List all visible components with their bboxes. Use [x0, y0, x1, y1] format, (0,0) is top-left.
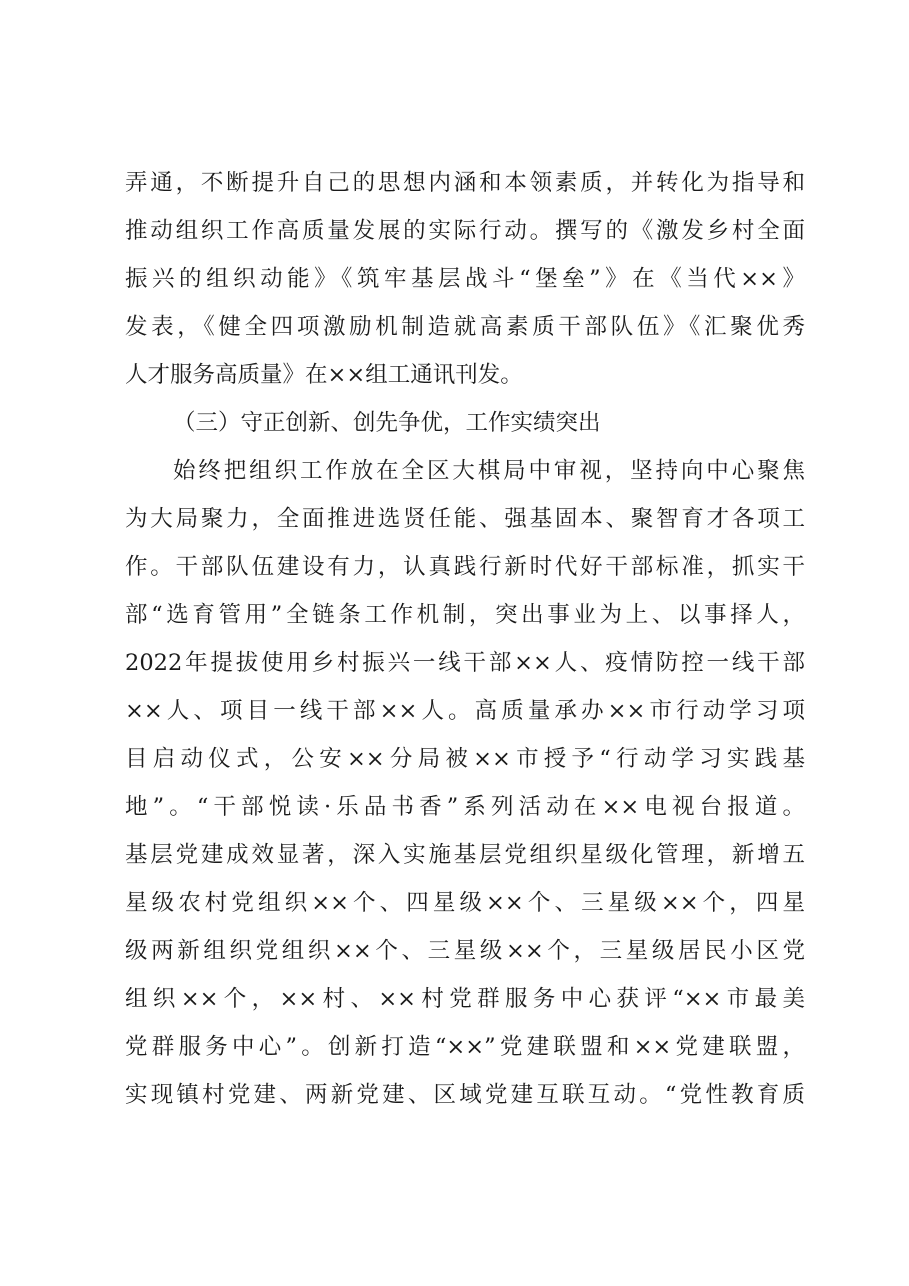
body-text-line: 基层党建成效显著，深入实施基层党组织星级化管理，新增五	[125, 842, 805, 868]
section-heading: （三）守正创新、创先争优，工作实绩突出	[173, 410, 601, 436]
body-text-line: 人才服务高质量》在××组工通讯刊发。	[125, 362, 523, 388]
body-text-line: 星级农村党组织××个、四星级××个、三星级××个，四星	[125, 890, 805, 916]
body-text-line: 为大局聚力，全面推进选贤任能、强基固本、聚智育才各项工	[125, 506, 805, 532]
body-text-line: 推动组织工作高质量发展的实际行动。撰写的《激发乡村全面	[125, 218, 805, 244]
body-text-line: 弄通，不断提升自己的思想内涵和本领素质，并转化为指导和	[125, 170, 805, 196]
body-text-line: 实现镇村党建、两新党建、区域党建互联互动。“党性教育质	[125, 1082, 805, 1108]
body-text-line: 振兴的组织动能》《筑牢基层战斗“堡垒”》在《当代××》	[125, 266, 805, 292]
body-text-line: 部“选育管用”全链条工作机制，突出事业为上、以事择人，	[125, 602, 805, 628]
body-text-line: 地”。“干部悦读·乐品书香”系列活动在××电视台报道。	[125, 794, 805, 820]
body-text-line: 2022年提拔使用乡村振兴一线干部××人、疫情防控一线干部	[125, 650, 805, 676]
body-text-line: 发表，《健全四项激励机制造就高素质干部队伍》《汇聚优秀	[125, 314, 805, 340]
body-text-line: 级两新组织党组织××个、三星级××个，三星级居民小区党	[125, 938, 805, 964]
body-text-line: 党群服务中心”。创新打造“××”党建联盟和××党建联盟，	[125, 1034, 805, 1060]
body-text-line: 目启动仪式，公安××分局被××市授予“行动学习实践基	[125, 746, 805, 772]
body-text-line: 始终把组织工作放在全区大棋局中审视，坚持向中心聚焦	[173, 458, 805, 484]
body-text-line: 组织××个，××村、××村党群服务中心获评“××市最美	[125, 986, 805, 1012]
body-text-line: ××人、项目一线干部××人。高质量承办××市行动学习项	[125, 698, 805, 724]
body-text-line: 作。干部队伍建设有力，认真践行新时代好干部标准，抓实干	[125, 554, 805, 580]
